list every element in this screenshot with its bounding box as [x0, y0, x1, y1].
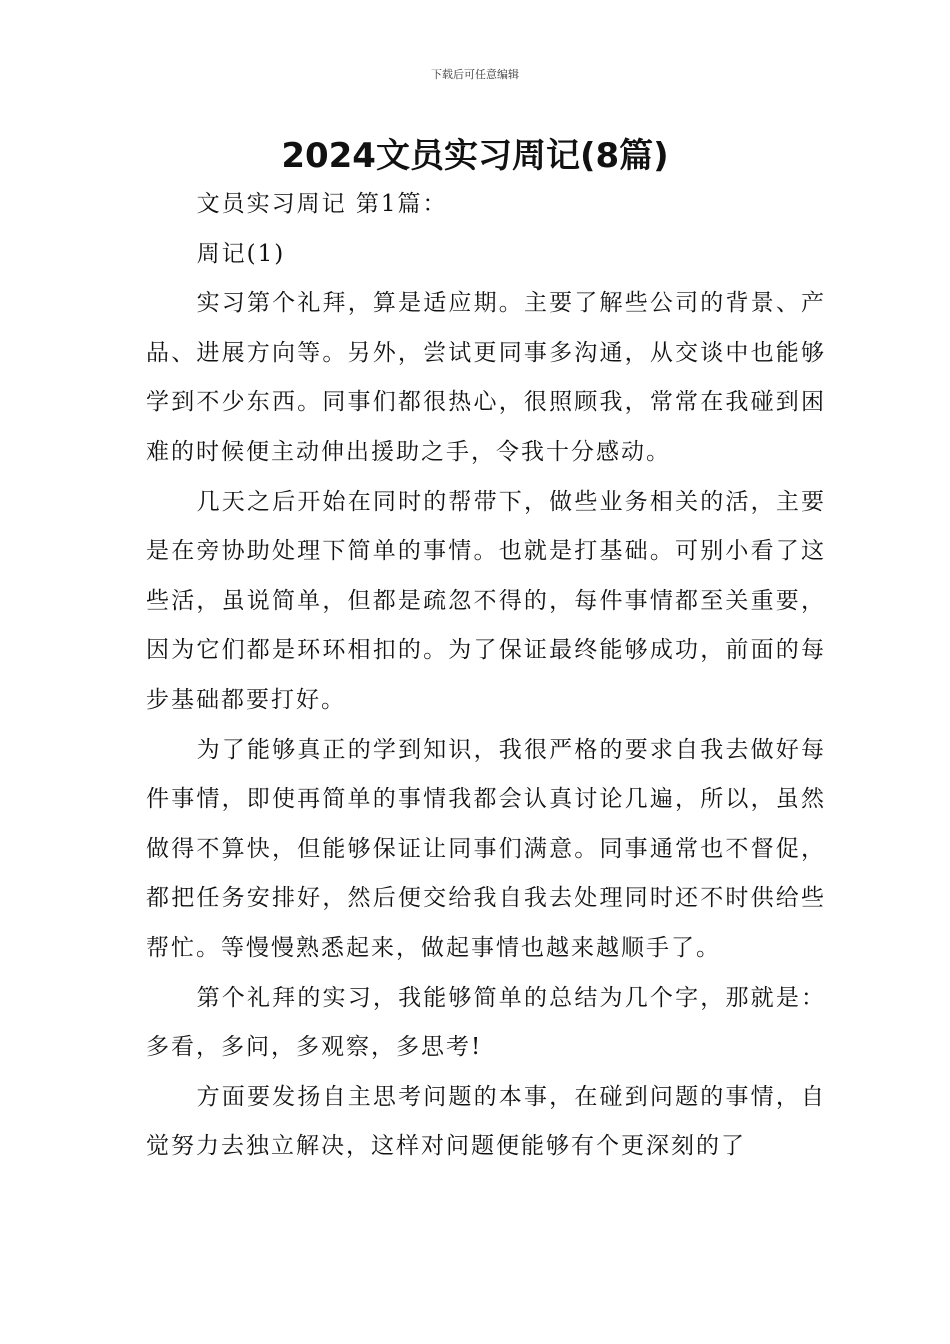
paragraph: 几天之后开始在同时的帮带下，做些业务相关的活，主要是在旁协助处理下简单的事情。也就是打基础。可别小看了这些活，虽说简单，但都是疏忽不得的，每件事情都至关重要，因为它们都是环环相扣的。为了保证最终能够成功，前面的每步基础都要打好。 [146, 488, 826, 713]
paragraph: 为了能够真正的学到知识，我很严格的要求自我去做好每件事情，即使再简单的事情我都会认真讨论几遍，所以，虽然做得不算快，但能够保证让同事们满意。同事通常也不督促，都把任务安排好，然后便交给我自我去处理同时还不时供给些帮忙。等慢慢熟悉起来，做起事情也越来越顺手了。 [146, 736, 826, 961]
document-body [146, 180, 826, 1172]
entry-heading: 周记(1) [196, 240, 286, 267]
paragraph: 实习第个礼拜，算是适应期。主要了解些公司的背景、产品、进展方向等。另外，尝试更同事多沟通，从交谈中也能够学到不少东西。同事们都很热心，很照顾我，常常在我碰到困难的时候便主动伸出援助之手，令我十分感动。 [146, 290, 826, 465]
document-title: 2024文员实习周记(8篇) [281, 136, 669, 176]
paragraph: 第个礼拜的实习，我能够简单的总结为几个字，那就是：多看，多问，多观察，多思考! [146, 984, 826, 1061]
header-note: 下载后可任意编辑 [431, 68, 519, 81]
paragraph: 方面要发扬自主思考问题的本事，在碰到问题的事情，自觉努力去独立解决，这样对问题便能够有个更深刻的了 [146, 1083, 826, 1160]
section-heading: 文员实习周记 第1篇： [196, 191, 448, 217]
